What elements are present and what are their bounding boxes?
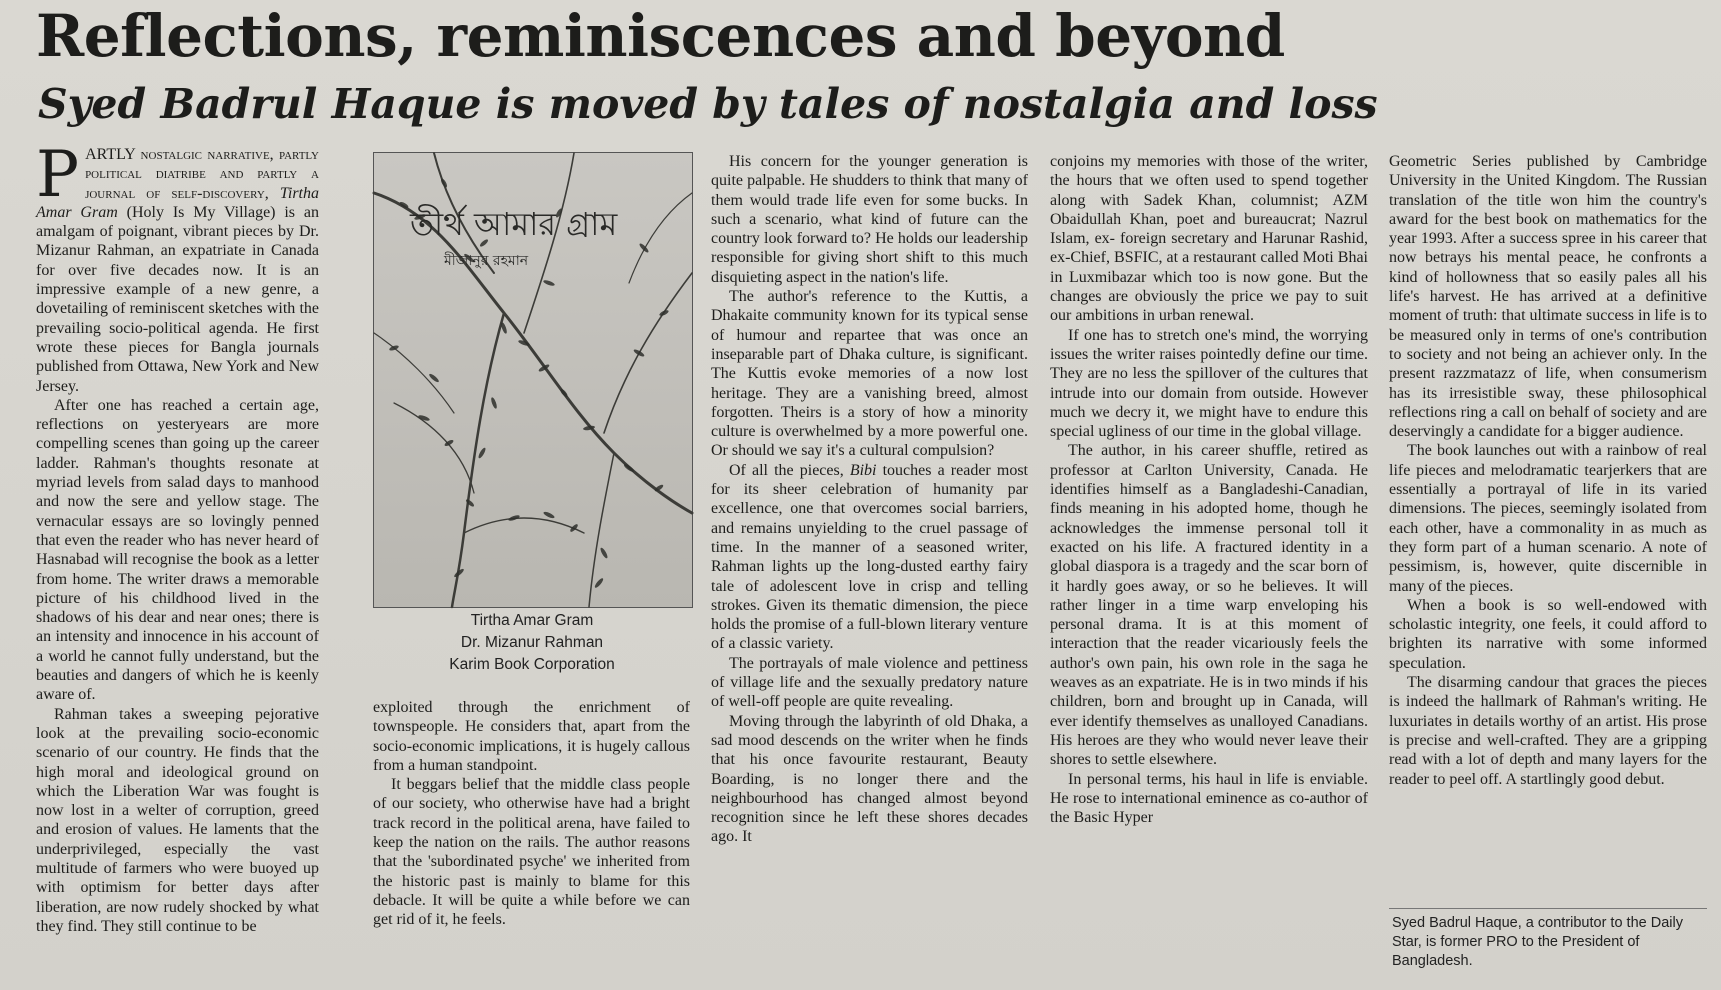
piece-title-italic: Bibi <box>849 461 877 479</box>
article-paragraph: Rahman takes a sweeping pejorative look at the prevailing socio-economic scenario of our country. He finds that the high moral and ideological ground on which the Liberation War was fought is now lost in a welter of corruption, greed and erosion of values. He laments that the underprivileged, especially the vast multitude of farmers who were buoyed up with optimism for better days after liberation, are now rudely shocked by what they find. They still continue to be <box>36 705 319 935</box>
book-title-italic: Tirtha Amar Gram <box>36 184 319 221</box>
article-column-1 <box>36 138 320 935</box>
article-paragraph: When a book is so well-endowed with scholastic integrity, one feels, it could afford to brighten its narrative with some informed speculation. <box>1389 596 1707 672</box>
article-paragraph: The portrayals of male violence and pettiness of village life and the sexually predatory nature of well-off people are quite revealing. <box>711 654 1028 711</box>
book-cover-photo <box>373 152 693 608</box>
article-paragraph: The author's reference to the Kuttis, a Dhakaite community known for its typical sense of humour and repartee that was once an inseparable part of Dhaka culture, is significant. The Kuttis evoke memories of a now lost heritage. They are a vanishing breed, almost forgotten. Theirs is a story of how a minority culture is overwhelmed by a more powerful one. Or should we say it's a cultural compulsion? <box>711 288 1028 460</box>
subheadline: Syed Badrul Haque is moved by tales of nostalgia and loss <box>38 80 1378 128</box>
article-paragraph: The book launches out with a rainbow of real life pieces and melodramatic tearjerkers that are essentially a portrayal of life in its varied dimensions. The pieces, seemingly isolated from each other, have a commonality in as much as they form part of a human scenario. A note of pessimism, is, however, quite discernible in many of the pieces. <box>1389 442 1707 595</box>
article-paragraph: PARTLY nostalgic narrative, partly political diatribe and partly a journal of self-discovery, Tirtha Amar Gram (Holy Is My Village) is an amalgam of poignant, vibrant pieces by Dr. Mizanur Rahman, an expatriate in Canada for over five decades now. It is an impressive example of a new genre, a dovetailing of reminiscent sketches with the prevailing socio-political agenda. He first wrote these pieces for Bangla journals published from Ottawa, New York and New Jersey. <box>36 138 320 395</box>
article-column-5 <box>1389 152 1707 902</box>
article-paragraph: It beggars belief that the middle class people of our society, who otherwise have had a bright track record in the political arena, have failed to keep the nation on the rails. The author reasons that the 'subordinated psyche' we inherited from the historic past is mainly to blame for this debacle. It will be quite a while before we can get rid of it, he feels. <box>373 776 690 929</box>
cover-title: তীর্থ আমার গ্রাম <box>410 205 618 243</box>
article-paragraph: In personal terms, his haul in life is enviable. He rose to international eminence as co-author of the Basic Hyper <box>1050 770 1368 827</box>
book-caption <box>373 610 691 676</box>
headline: Reflections, reminiscences and beyond <box>36 2 1285 70</box>
article-column-4 <box>1050 152 1368 974</box>
author-byline: Syed Badrul Haque, a contributor to the Daily Star, is former PRO to the President of Bangladesh. <box>1392 915 1683 969</box>
article-paragraph: His concern for the younger generation is quite palpable. He shudders to think that many of them would trade life even for some bucks. In such a scenario, what kind of future can the country look forward to? He holds our leadership responsible for giving short shift to this much disquieting aspect in the nation's life. <box>711 153 1028 286</box>
caption-title: Tirtha Amar Gram <box>470 612 594 629</box>
article-paragraph: The disarming candour that graces the pieces is indeed the hallmark of Rahman's writing. He luxuriates in details worthy of an artist. His prose is precise and well-crafted. They are a gripping read with a lot of depth and many layers for the reader to peel off. A startlingly good debut. <box>1389 674 1707 788</box>
caption-author: Dr. Mizanur Rahman <box>460 634 604 651</box>
article-paragraph: After one has reached a certain age, reflections on yesteryears are more compelling scenes than going up the career ladder. Rahman's thoughts resonate at myriad levels from salad days to manhood and now the sere and yellow stage. The vernacular essays are so lovingly penned that even the reader who has never heard of Hasnabad will recognise the book as a letter from home. The writer draws a memorable picture of his childhood lived in the shadows of his dear and near ones; there is an intensity and innocence in his account of a world he cannot fully understand, but the beauties and dangers of which he is keenly aware of. <box>36 396 319 704</box>
tree-branches-image <box>374 153 692 607</box>
article-paragraph: Geometric Series published by Cambridge University in the United Kingdom. The Russian translation of the title won him the country's award for the best book on mathematics for the year 1993. After a success spree in his career that now betrays his mental peace, he confronts a kind of hollowness that so easily pales all his life's harvest. He has arrived at a definitive moment of truth: that ultimate success in life is to be measured only in terms of one's contribution to society and not being an achiever only. In the present razzmatazz of life, when consumerism has its irresistible sway, these philosophical reflections ring a call on behalf of society and are deservingly a candidate for a bigger audience. <box>1389 153 1707 441</box>
article-paragraph: Of all the pieces, Bibi touches a reader most for its sheer celebration of humanity par excellence, one that overcomes social barriers, and remains unyielding to the cruel passage of time. In the manner of a seasoned writer, Rahman lights up the long-dusted earthy fairy tale of adolescent love in crisp and telling strokes. Given its thematic dimension, the piece holds the promise of a full-blown literary venture of a classic variety. <box>711 461 1028 653</box>
article-paragraph: exploited through the enrichment of townspeople. He considers that, apart from the socio-economic implications, it is hugely callous from a human standpoint. <box>373 699 690 774</box>
byline-divider <box>1389 908 1707 909</box>
article-paragraph: The author, in his career shuffle, retired as professor at Carlton University, Canada. He identifies himself as a Bangladeshi-Canadian, finds meaning in his adopted home, though he acknowledges the immense personal toll it exacted on his life. A fractured identity in a global diaspora is a tragedy and the scar born of it hardly goes away, or so he believes. It will rather linger in a time warp enveloping his personal drama. It is at this moment of interaction that the reader vicariously feels the author's own pain, his own role in the saga he weaves as an expatriate. He is in two minds if his children, born and brought up in Canada, will ever identify themselves as unalloyed Canadians. His heroes are they who would never leave their shores to settle elsewhere. <box>1050 442 1368 769</box>
article-column-2 <box>373 698 690 974</box>
cover-author: মীজানুর রহমান <box>444 253 529 269</box>
article-paragraph: conjoins my memories with those of the writer, the hours that we often used to spend together along with Sadek Khan, columnist; AZM Obaidullah Khan, poet and bureaucrat; Nazrul Islam, ex- foreign secretary and Harunar Rashid, ex-Chief, BSFIC, at a restaurant called Moti Bhai in Luxmibazar which too is now gone. But the changes are obviously the price we pay to suit our ambitions in urban renewal. <box>1050 153 1368 325</box>
article-column-3 <box>711 152 1028 974</box>
caption-publisher: Karim Book Corporation <box>449 656 615 673</box>
article-paragraph: If one has to stretch one's mind, the worrying issues the writer raises pointedly define our time. They are no less the spillover of the cultures that intrude into our domain from outside. However much we decry it, we might have to endure this special ugliness of our time in the global village. <box>1050 326 1368 441</box>
article-paragraph: Moving through the labyrinth of old Dhaka, a sad mood descends on the writer when he finds that his once favourite restaurant, Beauty Boarding, is no longer there and the neighbourhood has changed almost beyond recognition since he left these shores decades ago. It <box>711 712 1028 846</box>
dropcap: P <box>36 138 80 212</box>
